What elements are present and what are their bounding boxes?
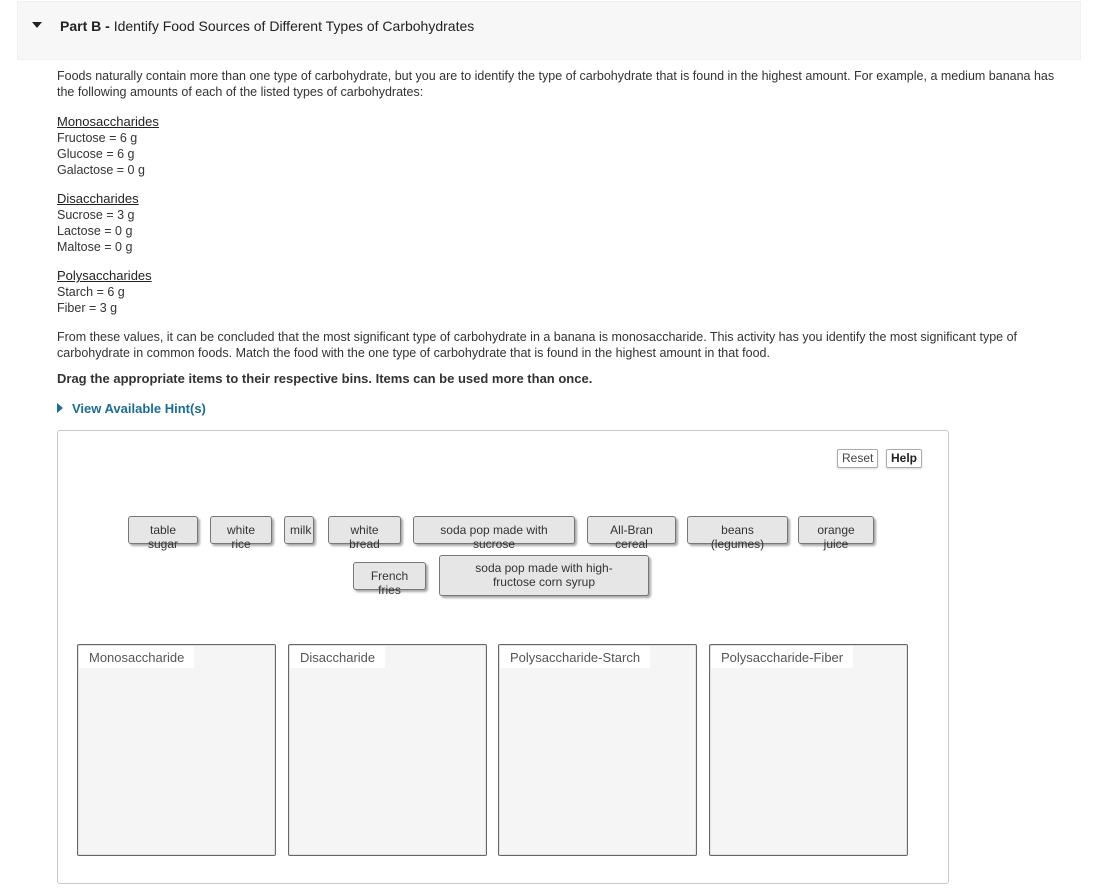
bin-label: Disaccharide: [290, 646, 385, 668]
problem-content: [57, 68, 1072, 361]
view-hints-link[interactable]: [57, 401, 206, 416]
group-title: Monosaccharides: [57, 114, 159, 129]
part-label: Part B -: [60, 18, 110, 34]
part-b-header[interactable]: [17, 1, 1081, 60]
disaccharides-group: [57, 191, 1072, 255]
drag-item-white-bread[interactable]: white bread: [328, 516, 401, 544]
bin-label: Monosaccharide: [79, 646, 194, 668]
hint-label: View Available Hint(s): [72, 401, 206, 416]
group-line: Sucrose = 3 g: [57, 208, 135, 222]
group-line: Galactose = 0 g: [57, 163, 145, 177]
part-title-text: Identify Food Sources of Different Types of Carbohydrates: [113, 18, 475, 34]
group-line: Starch = 6 g: [57, 285, 125, 299]
drag-item-all-bran-cereal[interactable]: All-Bran cereal: [587, 516, 676, 544]
group-line: Fiber = 3 g: [57, 301, 118, 315]
reset-button[interactable]: Reset: [837, 449, 878, 468]
drag-item-french-fries[interactable]: French fries: [353, 562, 426, 590]
drag-item-soda-hfcs[interactable]: soda pop made with high-fructose corn syrup: [439, 555, 649, 596]
bin-disaccharide[interactable]: [288, 644, 487, 856]
group-line: Fructose = 6 g: [57, 131, 138, 145]
bin-polysaccharide-fiber[interactable]: [709, 644, 908, 856]
monosaccharides-group: [57, 114, 1072, 178]
group-title: Disaccharides: [57, 191, 139, 206]
group-line: Glucose = 6 g: [57, 147, 135, 161]
drag-item-milk[interactable]: milk: [284, 516, 314, 544]
drag-item-beans-legumes[interactable]: beans (legumes): [687, 516, 788, 544]
drag-item-white-rice[interactable]: white rice: [210, 516, 272, 544]
bin-label: Polysaccharide-Starch: [500, 646, 650, 668]
collapse-caret-icon[interactable]: [32, 22, 42, 28]
bin-polysaccharide-starch[interactable]: [498, 644, 697, 856]
group-title: Polysaccharides: [57, 268, 152, 283]
group-line: Lactose = 0 g: [57, 224, 133, 238]
drag-item-orange-juice[interactable]: orange juice: [798, 516, 874, 544]
bin-label: Polysaccharide-Fiber: [711, 646, 853, 668]
intro-text: Foods naturally contain more than one type of carbohydrate, but you are to identify the type of carbohydrate that is found in the highest amount. For example, a medium banana has the following amounts of each of the listed types of carbohydrates:: [57, 69, 1055, 99]
instruction-text: Drag the appropriate items to their respective bins. Items can be used more than once.: [57, 371, 593, 386]
part-title: [60, 18, 474, 34]
drag-drop-panel: [57, 430, 949, 884]
bin-monosaccharide[interactable]: [77, 644, 276, 856]
polysaccharides-group: [57, 268, 1072, 316]
expand-caret-icon: [57, 403, 63, 413]
help-button[interactable]: Help: [886, 449, 922, 468]
group-line: Maltose = 0 g: [57, 240, 133, 254]
drag-item-soda-sucrose[interactable]: soda pop made with sucrose: [413, 516, 575, 544]
drag-item-table-sugar[interactable]: table sugar: [128, 516, 198, 544]
conclusion-text: From these values, it can be concluded that the most significant type of carbohydrate in a banana is monosaccharide. This activity has you identify the most significant type of carbohydrate in common foods. Match the food with the one type of carbohydrate that is found in the highest amount in that food.: [57, 330, 1018, 360]
